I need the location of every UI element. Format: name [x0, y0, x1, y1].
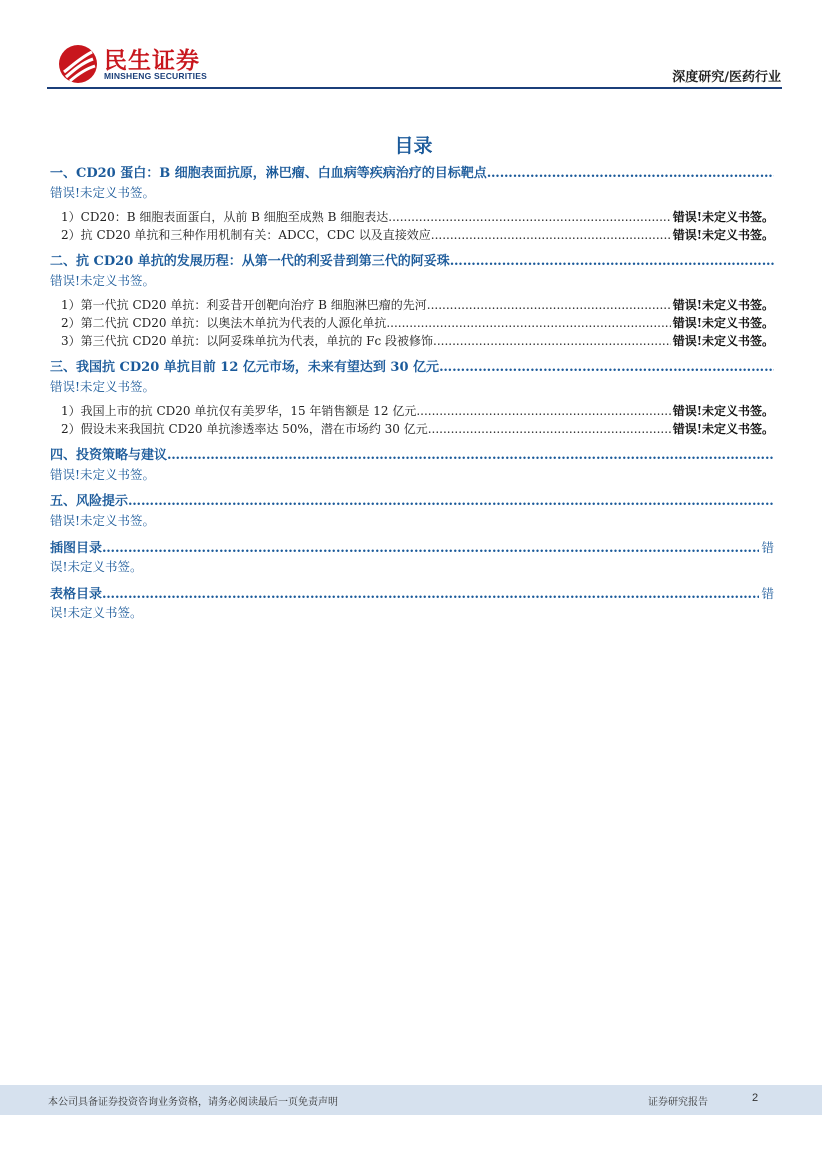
toc-item[interactable] [50, 296, 774, 314]
minsheng-logo-icon [58, 44, 98, 84]
dot-leader [487, 164, 774, 183]
toc-title: 目录 [394, 135, 433, 157]
toc-section-3-label[interactable]: 三、我国抗 CD20 单抗目前 12 亿元市场，未来有望达到 30 亿元 [50, 360, 440, 375]
dot-leader [167, 446, 774, 465]
toc-section-4-error: 错误!未定义书签。 [50, 467, 156, 482]
table-of-contents [50, 164, 774, 622]
logo-chinese-name: 民生证券 [104, 48, 200, 74]
toc-item-page: 错误!未定义书签。 [672, 316, 774, 330]
toc-section-3[interactable] [50, 358, 774, 396]
footer-disclaimer: 本公司具备证券投资咨询业务资格，请务必阅读最后一页免责声明 [48, 1097, 338, 1108]
toc-item[interactable] [50, 420, 774, 438]
toc-item-page: 错误!未定义书签。 [672, 422, 774, 436]
dot-leader [386, 314, 670, 332]
page-number: 2 [752, 1092, 759, 1104]
toc-table-index[interactable] [50, 584, 774, 622]
dot-leader [416, 402, 670, 420]
toc-section-1-label[interactable]: 一、CD20 蛋白：B 细胞表面抗原，淋巴瘤、白血病等疾病治疗的目标靶点 [50, 166, 487, 181]
toc-item-label[interactable]: 2）第二代抗 CD20 单抗：以奥法木单抗为代表的人源化单抗 [61, 316, 387, 330]
dot-leader [433, 332, 671, 350]
toc-item-label[interactable]: 3）第三代抗 CD20 单抗：以阿妥珠单抗为代表，单抗的 Fc 段被修饰 [61, 334, 434, 348]
toc-item-label[interactable]: 1）我国上市的抗 CD20 单抗仅有美罗华，15 年销售额是 12 亿元 [61, 404, 417, 418]
header-divider [47, 87, 782, 89]
figure-index-label[interactable]: 插图目录 [50, 541, 103, 556]
toc-item[interactable] [50, 226, 774, 244]
toc-item-page: 错误!未定义书签。 [672, 334, 774, 348]
dot-leader [128, 492, 774, 511]
toc-item-page: 错误!未定义书签。 [672, 210, 774, 224]
dot-leader [431, 226, 671, 244]
figure-index-error: 误!未定义书签。 [50, 559, 143, 574]
toc-item[interactable] [50, 332, 774, 350]
toc-item-page: 错误!未定义书签。 [672, 228, 774, 242]
toc-item-label[interactable]: 2）抗 CD20 单抗和三种作用机制有关：ADCC，CDC 以及直接效应 [61, 228, 431, 242]
toc-section-1[interactable] [50, 164, 774, 202]
toc-item-label[interactable]: 1）CD20：B 细胞表面蛋白，从前 B 细胞至成熟 B 细胞表达 [61, 210, 389, 224]
dot-leader [439, 358, 774, 377]
toc-section-2-error: 错误!未定义书签。 [50, 273, 156, 288]
toc-item-page: 错误!未定义书签。 [672, 298, 774, 312]
logo-english-name: MINSHENG SECURITIES [104, 71, 207, 81]
page-header [0, 0, 827, 90]
table-index-error: 误!未定义书签。 [50, 605, 143, 620]
report-category: 深度研究/医药行业 [672, 70, 781, 85]
dot-leader [388, 208, 670, 226]
page-footer [0, 1085, 822, 1115]
toc-section-1-error: 错误!未定义书签。 [50, 185, 156, 200]
toc-item-label[interactable]: 2）假设未来我国抗 CD20 单抗渗透率达 50%，潜在市场约 30 亿元 [61, 422, 428, 436]
toc-section-2-label[interactable]: 二、抗 CD20 单抗的发展历程：从第一代的利妥昔到第三代的阿妥珠 [50, 254, 450, 269]
toc-item[interactable] [50, 402, 774, 420]
dot-leader [428, 420, 671, 438]
toc-figure-index[interactable] [50, 538, 774, 576]
toc-section-5[interactable] [50, 492, 774, 530]
dot-leader [102, 585, 759, 603]
dot-leader [450, 252, 774, 271]
toc-item[interactable] [50, 314, 774, 332]
toc-section-4-label[interactable]: 四、投资策略与建议 [50, 448, 168, 463]
toc-item-label[interactable]: 1）第一代抗 CD20 单抗：利妥昔开创靶向治疗 B 细胞淋巴瘤的先河 [61, 298, 427, 312]
table-index-label[interactable]: 表格目录 [50, 587, 103, 602]
toc-section-5-label[interactable]: 五、风险提示 [50, 494, 129, 509]
toc-section-2[interactable] [50, 252, 774, 290]
figure-index-error-start: 错 [761, 540, 774, 555]
footer-report-type: 证券研究报告 [648, 1097, 708, 1108]
table-index-error-start: 错 [761, 586, 774, 601]
dot-leader [427, 296, 671, 314]
toc-section-4[interactable] [50, 446, 774, 484]
toc-item-page: 错误!未定义书签。 [672, 404, 774, 418]
toc-item[interactable] [50, 208, 774, 226]
toc-section-3-error: 错误!未定义书签。 [50, 379, 156, 394]
dot-leader [102, 539, 759, 557]
toc-section-5-error: 错误!未定义书签。 [50, 513, 156, 528]
